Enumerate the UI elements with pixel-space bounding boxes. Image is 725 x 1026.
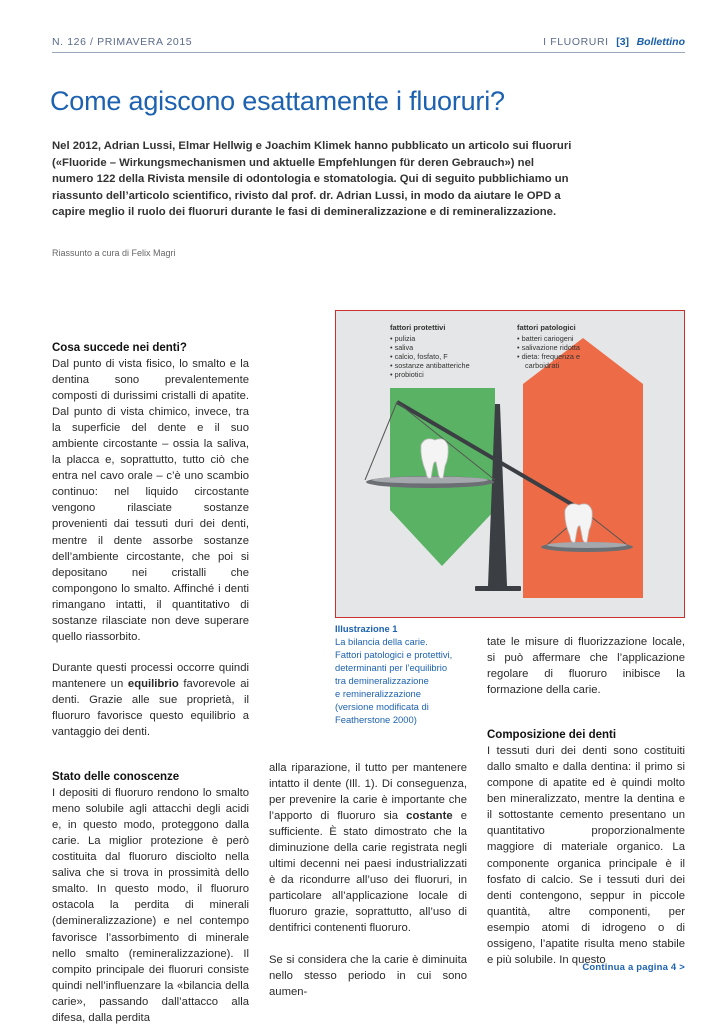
continue-label: Continua a pagina 4 [582, 962, 677, 973]
section-heading-stato: Stato delle conoscenze [52, 771, 180, 784]
issue-label: N. 126 / PRIMAVERA 2015 [52, 36, 193, 48]
right-pan-surface [547, 542, 627, 548]
continue-link[interactable] [582, 962, 685, 973]
paragraph: I tessuti duri dei denti sono costituiti dallo smalto e dalla dentina: il primo si compone di apatite ed è quindi molto ben mineralizzato, mentre la dentina e il sottostante cemento presentano un quantitativo proporzionalmente maggiore di materiale organico. La componente organica principale è il fosfato di calcio. Se i tessuti duri dei denti contengono, seppur in piccole quantità, altre componenti, per esempio atomi di idrogeno o di ossigeno, l’apatite risulta meno stabile e più solubile. In questo [487, 745, 685, 966]
section-heading-cosa-succede: Cosa succede nei denti? [52, 342, 187, 354]
column-3 [487, 634, 685, 968]
section-heading-composizione: Composizione dei denti [487, 729, 617, 742]
protective-title: fattori protettivi [390, 323, 446, 332]
article-credit: Riassunto a cura di Felix Magri [52, 248, 176, 258]
paragraph-costante [269, 760, 467, 937]
caption-line: Featherstone 2000) [335, 714, 417, 725]
text-run: alla riparazione, il tutto per mantenere intatto il dente (Ill. 1). Di conseguenza, per prevenire la carie è importante che l’apporto di fluoruro sia [269, 762, 467, 823]
pathologic-item: carboidrati [525, 361, 560, 370]
pathologic-item: • dieta: frequenza e [517, 352, 580, 361]
running-header [52, 36, 685, 50]
caption-line: (versione modificata di [335, 701, 429, 712]
header-divider [52, 52, 685, 53]
page-number: [3] [616, 36, 630, 48]
pathologic-item: • salivazione ridotta [517, 343, 580, 352]
header-right [543, 36, 685, 48]
paragraph: tate le misure di fluorizzazione locale, si può affermare che l’applicazione regolare di fluoruro inibisce la formazione della carie. [487, 636, 685, 697]
caption-line: La bilancia della carie. [335, 636, 428, 647]
article-title: Come agiscono esattamente i fluoruri? [50, 86, 505, 116]
column-2 [269, 760, 467, 1000]
page-number-value: 3 [619, 36, 626, 48]
bold-term: costante [406, 810, 453, 823]
pathologic-title: fattori patologici [517, 323, 576, 332]
caries-balance-illustration [335, 310, 685, 618]
protective-item: • pulizia [390, 334, 416, 343]
caption-line: Fattori patologici e protettivi, [335, 649, 453, 660]
bold-term: equilibrio [127, 677, 179, 690]
caption-line: tra demineralizzazione [335, 675, 429, 686]
column-1 [52, 340, 249, 1026]
section-label: I FLUORURI [543, 36, 609, 48]
text-run: e sufficiente. È stato dimostrato che la diminuzione della carie registrata negli ultimi decenni nei paesi industrializzati è da ricondurre all’uso dei fluoruri, in particolare all’applicazione locale di fluoruro grazie, soprattutto, all’uso di dentifrici contenenti fluoruro. [269, 810, 467, 935]
caption-line: determinanti per l’equilibrio [335, 662, 448, 673]
caption-line: e remineralizzazione [335, 688, 421, 699]
pathologic-house-shape [523, 338, 643, 598]
paragraph-equilibrio [52, 660, 249, 740]
caption-title: Illustrazione 1 [335, 623, 398, 634]
balance-base [475, 586, 521, 591]
paragraph: Dal punto di vista fisico, lo smalto e la dentina sono prevalentemente composti di durissimi cristalli di apatite. Dal punto di vista chimico, invece, tra la superficie del dente e il suo ambiente circostante – ossia la saliva, la placca e, soprattutto, tutto ciò che entra nel cavo orale – c’è uno scambio continuo: nel liquido circostante vengono rilasciate sostanze provenienti dai tessuti duri dei denti, mentre il dente assorbe sostanze dell’ambiente circostante, che poi si depositano nei cristalli che compongono lo smalto. Affinché i denti rimangano intatti, il quantitativo di sostanze rilasciate non deve superare quello riassorbito. [52, 358, 249, 643]
brand-label: Bollettino [636, 36, 685, 48]
protective-item: • calcio, fosfato, F [390, 352, 448, 361]
paragraph: I depositi di fluoruro rendono lo smalto meno solubile agli attacchi degli acidi e, in questo modo, proteggono dalla carie. La miglior protezione è però costituita dal fluoruro disciolto nella saliva che si trova in prossimità dello smalto. In questo modo, il fluoruro ostacola la perdita di minerali (demineralizzazione) e nel contempo favorisce l’assorbimento di minerale nello smalto (remineralizzazione). Il compito principale dei fluoruri consiste quindi nell’influenzare la «bilancia della carie», passando dall’attacco alla difesa, dalla perdita [52, 787, 249, 1024]
protective-item: • sostanze antibatteriche [390, 361, 470, 370]
protective-item: • saliva [390, 343, 414, 352]
protective-item: • probiotici [390, 370, 424, 379]
text-run: favorevole ai denti. Grazie alle sue proprietà, il fluoruro favorisce questo equilibrio a vantaggio dei denti. [52, 677, 249, 739]
paragraph: Se si considera che la carie è diminuita nello stesso periodo in cui sono aumen- [269, 953, 467, 998]
chevron-right-icon: > [679, 962, 685, 973]
balance-pivot [493, 456, 501, 464]
pathologic-item: • batteri cariogeni [517, 334, 574, 343]
text-run: Durante questi processi occorre quindi mantenere un [52, 661, 249, 690]
article-lead: Nel 2012, Adrian Lussi, Elmar Hellwig e Joachim Klimek hanno pubblicato un articolo sui fluoruri («Fluoride – Wirkungsmechanismen und aktuelle Empfehlungen für deren Gebrauch») nel numero 122 della Rivista mensile di odontologia e stomatologia. Qui di seguito pubblichiamo un riassunto dell’articolo scientifico, rivisto dal prof. dr. Adrian Lussi, in modo da aiutare le OPD a capire meglio il ruolo dei fluoruri durante le fasi di demineralizzazione e di remineralizzazione. [52, 140, 572, 219]
figure-caption [335, 622, 477, 726]
